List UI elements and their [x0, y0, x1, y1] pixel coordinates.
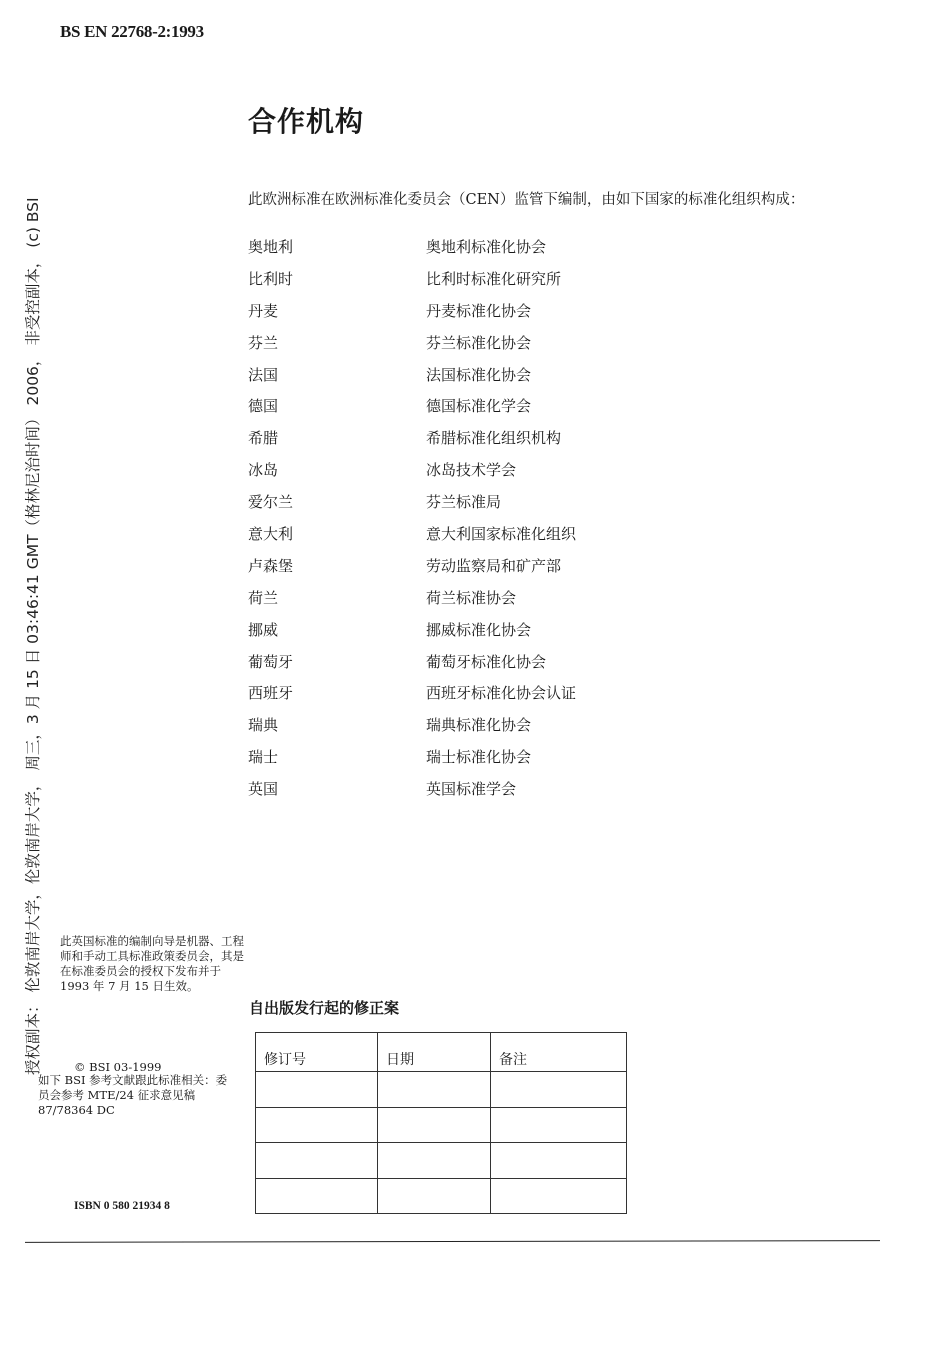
member-organization: 法国标准化协会 — [426, 365, 532, 384]
member-country: 西班牙 — [248, 684, 294, 703]
member-country: 荷兰 — [248, 588, 279, 607]
member-organization: 瑞典标准化协会 — [426, 716, 532, 735]
list-item — [248, 744, 848, 776]
side-watermark-text: 授权副本： 伦敦南岸大学，伦敦南岸大学， 周三，3 月 15 日 03:46:41 GMT（格林尼治时间） 2006， 非受控副本， (c) BSI — [24, 197, 42, 1075]
amendments-heading: 自出版发行起的修正案 — [249, 999, 400, 1017]
list-item — [248, 393, 848, 425]
member-organization: 丹麦标准化协会 — [426, 301, 532, 320]
member-country: 葡萄牙 — [248, 652, 294, 671]
table-cell — [378, 1143, 491, 1179]
member-organization: 芬兰标准局 — [426, 493, 502, 512]
member-country: 法国 — [248, 365, 279, 384]
table-cell — [491, 1178, 627, 1214]
list-item — [248, 298, 848, 330]
member-country: 希腊 — [248, 429, 279, 448]
list-item — [248, 234, 848, 266]
table-cell — [256, 1178, 378, 1214]
member-country: 瑞典 — [248, 716, 279, 735]
copyright: © BSI 03-1999 — [74, 1060, 162, 1074]
table-row — [256, 1178, 627, 1214]
committee-note: 此英国标准的编制向导是机器、工程师和手动工具标准政策委员会，其是在标准委员会的授权下发布并于 1993 年 7 月 15 日生效。 — [60, 934, 244, 993]
member-organization: 冰岛技术学会 — [426, 461, 517, 480]
table-row — [256, 1072, 627, 1108]
member-country: 瑞士 — [248, 748, 279, 767]
list-item — [248, 585, 848, 617]
amendments-table — [255, 1032, 627, 1214]
member-country: 爱尔兰 — [248, 493, 294, 512]
member-organization: 荷兰标准协会 — [426, 588, 517, 607]
member-organization: 德国标准化学会 — [426, 397, 532, 416]
table-cell — [491, 1143, 627, 1179]
member-list — [248, 234, 848, 808]
list-item — [248, 457, 848, 489]
member-country: 芬兰 — [248, 333, 279, 352]
footer-divider — [25, 1240, 880, 1243]
member-organization: 奥地利标准化协会 — [426, 238, 547, 256]
side-watermark — [14, 85, 52, 1075]
table-cell — [378, 1072, 491, 1108]
member-organization: 芬兰标准化协会 — [426, 333, 532, 352]
member-organization: 西班牙标准化协会认证 — [426, 684, 577, 703]
member-organization: 挪威标准化协会 — [426, 620, 532, 639]
table-cell — [378, 1107, 491, 1143]
member-organization: 葡萄牙标准化协会 — [426, 652, 547, 671]
member-country: 意大利 — [248, 525, 294, 544]
list-item — [248, 362, 848, 394]
member-organization: 比利时标准化研究所 — [426, 269, 562, 288]
member-country: 冰岛 — [248, 461, 279, 480]
isbn: ISBN 0 580 21934 8 — [74, 1200, 170, 1212]
table-cell — [378, 1178, 491, 1214]
table-cell — [491, 1107, 627, 1143]
references-note: 如下 BSI 参考文献跟此标准相关：委员会参考 MTE/24 征求意见稿 87/78364 DC — [38, 1073, 228, 1117]
member-organization: 劳动监察局和矿产部 — [426, 556, 562, 575]
list-item — [248, 521, 848, 553]
member-country: 英国 — [248, 780, 279, 799]
member-organization: 英国标准学会 — [426, 780, 517, 799]
table-cell — [491, 1072, 627, 1108]
table-row — [256, 1143, 627, 1179]
member-country: 挪威 — [248, 620, 279, 639]
standard-code: BS EN 22768-2:1993 — [60, 22, 204, 41]
member-country: 比利时 — [248, 269, 294, 288]
table-row — [256, 1107, 627, 1143]
member-country: 奥地利 — [248, 238, 294, 256]
list-item — [248, 680, 848, 712]
table-cell — [256, 1072, 378, 1108]
list-item — [248, 489, 848, 521]
table-cell — [256, 1143, 378, 1179]
list-item — [248, 712, 848, 744]
list-item — [248, 649, 848, 681]
list-item — [248, 266, 848, 298]
list-item — [248, 776, 848, 808]
member-organization: 意大利国家标准化组织 — [426, 525, 577, 544]
member-country: 德国 — [248, 397, 279, 416]
column-header-date: 日期 — [378, 1033, 491, 1072]
list-item — [248, 553, 848, 585]
list-item — [248, 330, 848, 362]
table-header-row — [256, 1033, 627, 1072]
list-item — [248, 425, 848, 457]
list-item — [248, 617, 848, 649]
member-organization: 希腊标准化组织机构 — [426, 429, 562, 448]
member-country: 卢森堡 — [248, 556, 294, 575]
intro-text: 此欧洲标准在欧洲标准化委员会（CEN）监管下编制，由如下国家的标准化组织构成： — [248, 192, 805, 208]
column-header-remarks: 备注 — [491, 1033, 627, 1072]
member-organization: 瑞士标准化协会 — [426, 748, 532, 767]
column-header-amendment-no: 修订号 — [256, 1033, 378, 1072]
member-country: 丹麦 — [248, 301, 279, 320]
page-title: 合作机构 — [248, 105, 365, 138]
table-cell — [256, 1107, 378, 1143]
